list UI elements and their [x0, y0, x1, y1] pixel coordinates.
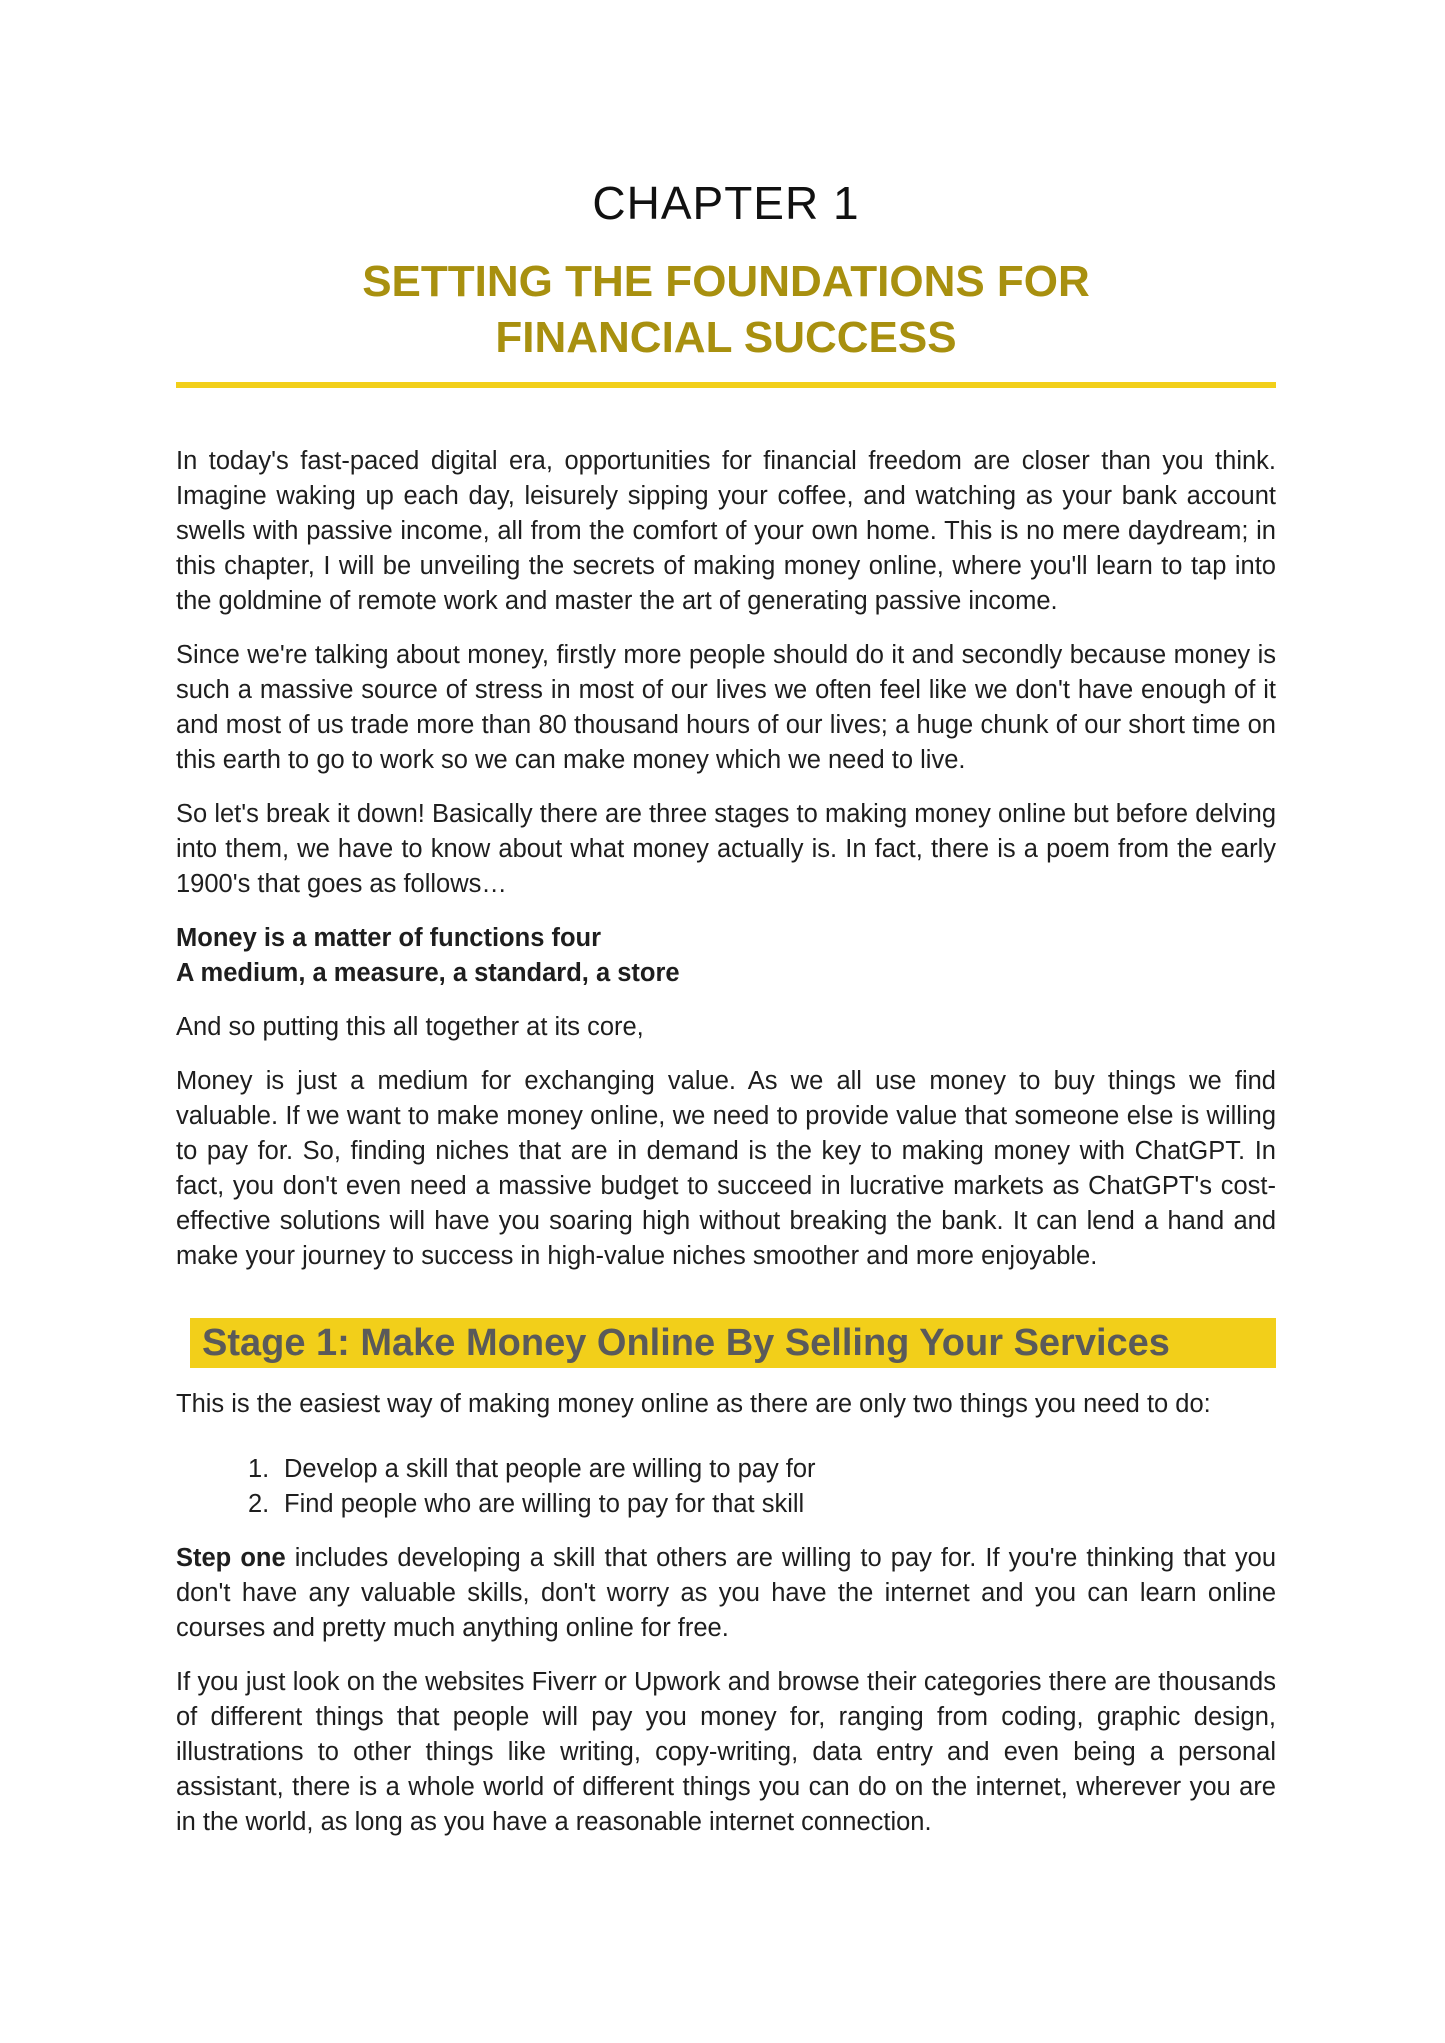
title-divider — [176, 382, 1276, 388]
chapter-title-line-2: FINANCIAL SUCCESS — [495, 313, 957, 362]
poem-line-2: A medium, a measure, a standard, a store — [176, 959, 680, 987]
stage-1-steps-list — [176, 1452, 1276, 1522]
stage-1-heading: Stage 1: Make Money Online By Selling Your Services — [190, 1318, 1276, 1368]
paragraph-medium-of-exchange: Money is just a medium for exchanging value. As we all use money to buy things we find valuable. If we want to make money online, we need to provide value that someone else is willing to pay for. So, finding niches that are in demand is the key to making money with ChatGPT. In fact, you don't even need a massive budget to succeed in lucrative markets as ChatGPT's cost-effective solutions will have you soaring high without breaking the bank. It can lend a hand and make your journey to success in high-value niches smoother and more enjoyable. — [176, 1067, 1276, 1270]
chapter-title-line-1: SETTING THE FOUNDATIONS FOR — [362, 257, 1090, 306]
step-one-label: Step one — [176, 1544, 286, 1572]
list-item — [248, 1452, 1276, 1487]
step-one-text: includes developing a skill that others are willing to pay for. If you're thinking that you don't have any valuable skills, don't worry as you have the internet and you can learn online courses and pretty much anything online for free. — [176, 1544, 1276, 1642]
chapter-label: CHAPTER 1 — [592, 177, 860, 229]
paragraph-fiverr-upwork: If you just look on the websites Fiverr or Upwork and browse their categories there are thousands of different things that people will pay you money for, ranging from coding, graphic design, illustrations to other things like writing, copy-writing, data entry and even being a personal assistant, there is a whole world of different things you can do on the internet, wherever you are in the world, as long as you have a reasonable internet connection. — [176, 1668, 1276, 1836]
paragraph-three-stages: So let's break it down! Basically there are three stages to making money online but before delving into them, we have to know about what money actually is. In fact, there is a poem from the early 1900's that goes as follows… — [176, 800, 1276, 898]
list-item-number: 2. — [248, 1490, 270, 1518]
list-item-text: Develop a skill that people are willing to pay for — [284, 1455, 816, 1483]
page-content — [176, 170, 1276, 1840]
poem-quote — [176, 921, 1276, 991]
list-item-number: 1. — [248, 1455, 270, 1483]
poem-line-1: Money is a matter of functions four — [176, 924, 602, 952]
chapter-title — [176, 254, 1276, 366]
paragraph-step-one — [176, 1541, 1276, 1646]
list-item — [248, 1487, 1276, 1522]
paragraph-money-stress: Since we're talking about money, firstly more people should do it and secondly because money is such a massive source of stress in most of our lives we often feel like we don't have enough of it and most of us trade more than 80 thousand hours of our lives; a huge chunk of our short time on this earth to go to work so we can make money which we need to live. — [176, 641, 1276, 774]
paragraph-core: And so putting this all together at its core, — [176, 1013, 644, 1041]
stage-1-intro: This is the easiest way of making money online as there are only two things you need to do: — [176, 1390, 1211, 1418]
paragraph-intro: In today's fast-paced digital era, opportunities for financial freedom are closer than you think. Imagine waking up each day, leisurely sipping your coffee, and watching as your bank account swells with passive income, all from the comfort of your own home. This is no mere daydream; in this chapter, I will be unveiling the secrets of making money online, where you'll learn to tap into the goldmine of remote work and master the art of generating passive income. — [176, 447, 1276, 615]
list-item-text: Find people who are willing to pay for that skill — [284, 1490, 805, 1518]
